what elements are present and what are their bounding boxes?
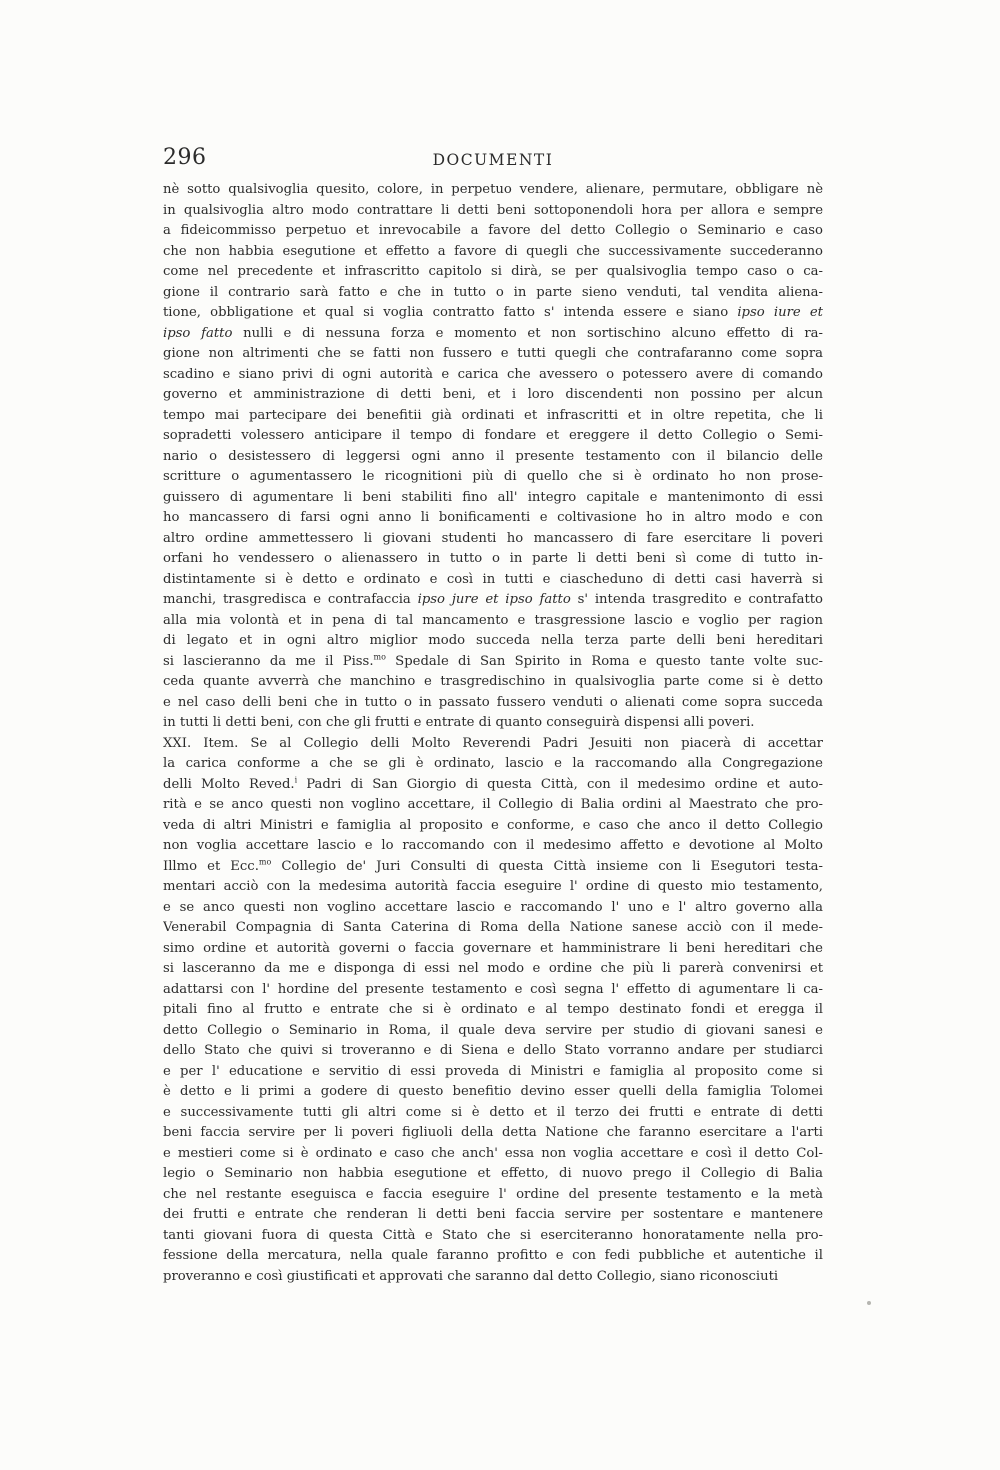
running-head: DOCUMENTI xyxy=(432,151,554,169)
text-line: legio o Seminario non habbia esegutione et effetto, di nuovo prego il Collegio di Balia xyxy=(163,1166,823,1181)
text-line: si lasceranno da me e disponga di essi nel modo e ordine che più li parerà convenirsi et xyxy=(163,961,823,976)
text-line: ipso fatto nulli e di nessuna forza e momento et non sortischino alcuno effetto di ra- xyxy=(163,325,823,341)
paragraph-testament-clause-xxi xyxy=(163,734,823,1288)
text-line: gione non altrimenti che se fatti non fussero e tutti quegli che contrafaranno come sopra xyxy=(163,346,823,361)
text-line: proveranno e così giustificati et approvati che saranno dal detto Collegio, siano riconosciuti xyxy=(163,1268,779,1284)
paragraph-testament-clause-xx xyxy=(163,180,823,734)
text-line: è detto e li primi a godere di questo benefitio devino esser quelli della famiglia Tolomei xyxy=(163,1084,823,1099)
text-line: sopradetti volessero anticipare il tempo di fondare et ereggere il detto Collegio o Semi- xyxy=(163,428,823,443)
text-line: nè sotto qualsivoglia quesito, colore, in perpetuo vendere, alienare, permutare, obbligare nè xyxy=(163,182,823,197)
text-line: veda di altri Ministri e famiglia al proposito e conforme, e caso che anco il detto Collegio xyxy=(163,817,823,833)
text-line: tempo mai partecipare dei benefitii già ordinati et infrascritti et in oltre repetita, che li xyxy=(163,407,823,423)
text-line: pitali fino al frutto e entrate che si è ordinato e al tempo destinato fondi et eregga il xyxy=(163,1002,823,1017)
text-line: che nel restante eseguisca e faccia eseguire l' ordine del presente testamento e la metà xyxy=(163,1186,823,1202)
page-header xyxy=(163,144,823,174)
text-line: gione il contrario sarà fatto e che in tutto o in parte sieno venduti, tal vendita aliena- xyxy=(163,284,823,300)
text-line: Illmo et Ecc.$^{mo}$ Collegio de' Juri Consulti di questa Città insieme con li Esegutori testa- xyxy=(163,857,823,874)
text-line: non voglia accettare lascio e lo raccomando con il medesimo affetto e devotione al Molto xyxy=(163,838,823,853)
text-line: dello Stato che quivi si troveranno e di Siena e dello Stato vorranno andare per studiarci xyxy=(163,1043,823,1058)
text-line: orfani ho vendessero o alienassero in tutto o in parte li detti beni sì come di tutto in- xyxy=(163,551,823,566)
text-line: fessione della mercatura, nella quale faranno profitto e con fedi pubbliche et autentiche il xyxy=(163,1248,823,1263)
text-line: ho mancassero di farsi ogni anno li bonificamenti e coltivasione ho in altro modo e con xyxy=(163,510,823,525)
text-line: a fideicommisso perpetuo et inrevocabile a favore del detto Collegio o Seminario e caso xyxy=(163,223,823,238)
text-line: guissero di agumentare li beni stabiliti fino all' integro capitale e mantenimonto di essi xyxy=(163,489,823,505)
text-line: in qualsivoglia altro modo contrattare li detti beni sottoponendoli hora per allora e sempre xyxy=(163,202,823,218)
text-line: si lascieranno da me il Piss.$^{mo}$ Spedale di San Spirito in Roma e questo tante volte suc- xyxy=(163,652,823,669)
text-line: simo ordine et autorità governi o faccia governare et hamministrare li beni hereditari che xyxy=(163,940,823,956)
text-line: ceda quante avverrà che manchino e trasgredischino in qualsivoglia parte come si è detto xyxy=(163,674,823,689)
text-line: e per l' educatione e servitio di essi proveda di Ministri e famiglia al proposito come si xyxy=(163,1063,823,1079)
text-line: adattarsi con l' hordine del presente testamento e così segna l' effetto di agumentare li ca- xyxy=(163,981,823,997)
text-line: che non habbia esegutione et effetto a favore di quegli che successivamente succederanno xyxy=(163,243,823,259)
paper-speck xyxy=(867,1301,871,1305)
text-line: manchi, trasgredisca e contrafaccia ipso jure et ipso fatto s' intenda trasgredito e contrafatto xyxy=(163,592,823,607)
text-line: come nel precedente et infrascritto capitolo si dirà, se per qualsivoglia tempo caso o ca- xyxy=(163,264,823,279)
text-line: distintamente si è detto e ordinato e così in tutti e ciascheduno di detti casi haverrà si xyxy=(163,571,823,587)
text-line: nario o desistessero di leggersi ogni anno il presente testamento con il bilancio delle xyxy=(163,448,823,464)
text-line: scritture o agumentassero le ricognitioni più di quello che si è ordinato ho non prose- xyxy=(163,469,823,484)
text-line: detto Collegio o Seminario in Roma, il quale deva servire per studio di giovani sanesi e xyxy=(163,1022,823,1038)
text-line: governo et amministrazione di detti beni, et i loro discendenti non possino per alcun xyxy=(163,387,823,402)
text-line: scadino e siano privi di ogni autorità e carica che avessero o potessero avere di comando xyxy=(163,366,823,382)
page-number: 296 xyxy=(163,145,207,170)
text-line: altro ordine ammettessero li giovani studenti ho mancassero di fare esercitare li poveri xyxy=(163,530,823,546)
text-line: beni faccia servire per li poveri figliuoli della detta Natione che faranno esercitare a l'arti xyxy=(163,1125,823,1140)
text-line: Venerabil Compagnia di Santa Caterina di Roma della Natione sanese acciò con il mede- xyxy=(163,920,823,935)
text-line: e successivamente tutti gli altri come si è detto et il terzo dei frutti e entrate di detti xyxy=(163,1104,823,1120)
text-line: e mestieri come si è ordinato e caso che anch' essa non voglia accettare e così il detto Col- xyxy=(163,1145,823,1161)
text-line: XXI. Item. Se al Collegio delli Molto Reverendi Padri Jesuiti non piacerà di accettar xyxy=(163,735,823,751)
text-line: rità e se anco questi non voglino accettare, il Collegio di Balia ordini al Maestrato che pro- xyxy=(163,797,823,812)
text-line: delli Molto Reved.$^i$ Padri di San Giorgio di questa Città, con il medesimo ordine et auto- xyxy=(163,775,823,792)
text-line: tione, obbligatione et qual si voglia contratto fatto s' intenda essere e siano ipso iure et xyxy=(163,305,823,320)
text-line: dei frutti e entrate che renderan li detti beni faccia servire per sostentare e mantenere xyxy=(163,1207,823,1222)
text-line: alla mia volontà et in pena di tal mancamento e trasgressione lascio e voglio per ragion xyxy=(163,612,823,628)
text-line: mentari acciò con la medesima autorità faccia eseguire l' ordine di questo mio testamento, xyxy=(163,879,823,894)
text-line: di legato et in ogni altro miglior modo succeda nella terza parte delli beni hereditari xyxy=(163,633,823,648)
text-line: la carica conforme a che se gli è ordinato, lascio e la raccomando alla Congregazione xyxy=(163,756,823,771)
text-line: e nel caso delli beni che in tutto o in passato fussero venduti o alienati come sopra succeda xyxy=(163,694,823,710)
body-text xyxy=(163,180,823,1287)
text-line: tanti giovani fuora di questa Città e Stato che si eserciteranno honoratamente nella pro- xyxy=(163,1227,823,1243)
text-line: in tutti li detti beni, con che gli frutti e entrate di quanto conseguirà dispensi alli poveri. xyxy=(163,715,755,730)
text-line: e se anco questi non voglino accettare lascio e raccomando l' uno e l' altro governo alla xyxy=(163,899,823,915)
